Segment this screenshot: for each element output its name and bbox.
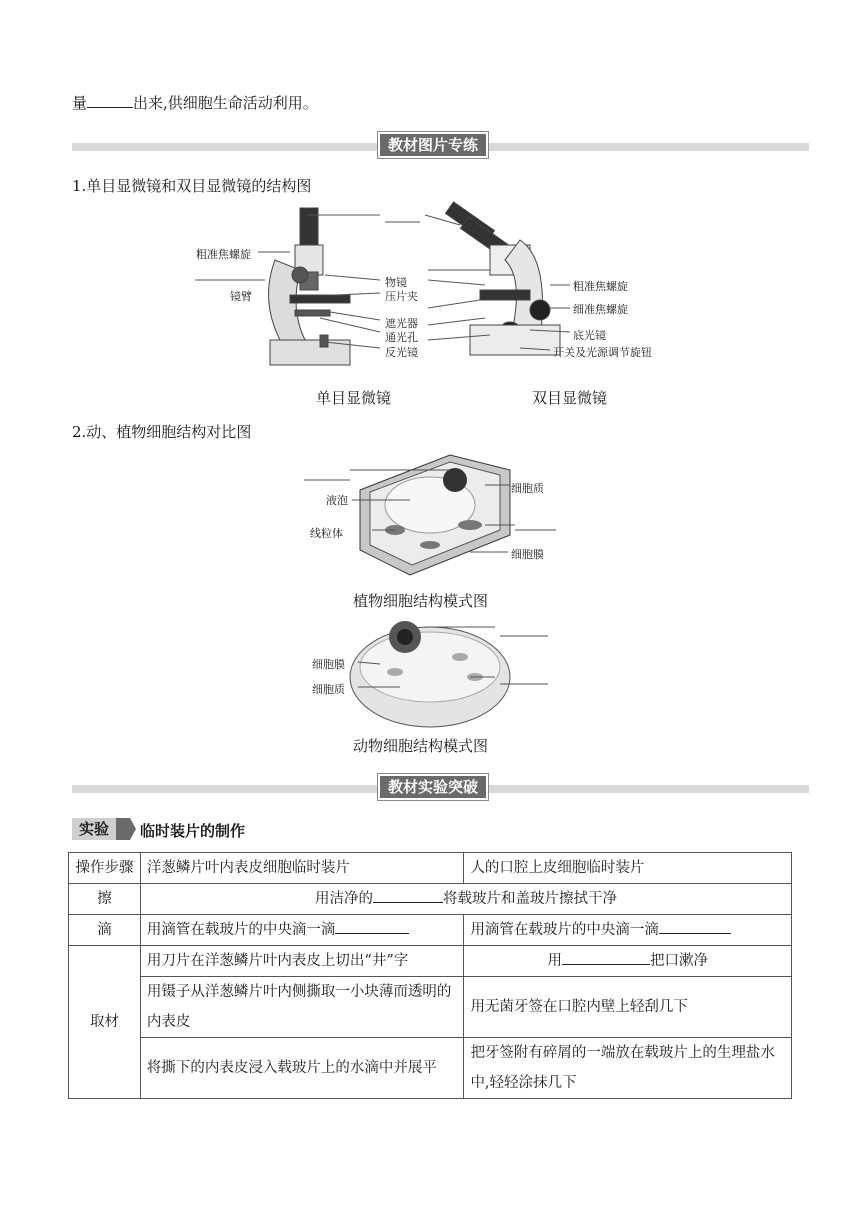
label-bino-fine: 细准焦螺旋 [573, 303, 628, 316]
answer-blank[interactable] [373, 888, 443, 903]
table-row [69, 1038, 792, 1099]
intro-line: 量 出来,供细胞生命活动利用。 [72, 94, 318, 112]
caption-bino: 双目显微镜 [532, 389, 608, 407]
caption-animal: 动物细胞结构模式图 [353, 737, 489, 755]
label-mono-coarse: 粗准焦螺旋 [196, 248, 251, 261]
answer-blank[interactable] [659, 919, 731, 934]
label-base-lens: 底光镜 [573, 329, 606, 342]
animal-cell-figure [300, 612, 560, 737]
question-title-2: 2.动、植物细胞结构对比图 [72, 423, 252, 441]
step-take: 取材 [69, 946, 141, 1099]
take-cheek-3: 把牙签附有碎屑的一端放在载玻片上的生理盐水中,轻轻涂抹几下 [464, 1038, 792, 1099]
monocular-microscope [269, 208, 350, 365]
question-title: 1.单目显微镜和双目显微镜的结构图 [72, 177, 312, 195]
label-mito: 线粒体 [310, 527, 343, 540]
step-wipe: 擦 [69, 884, 141, 915]
label-objective: 物镜 [385, 276, 407, 289]
take-onion-3: 将撕下的内表皮浸入载玻片上的水滴中并展平 [140, 1038, 464, 1099]
label-plant-cytoplasm: 细胞质 [511, 482, 544, 495]
answer-blank[interactable] [335, 919, 409, 934]
label-animal-membrane: 细胞膜 [312, 658, 345, 671]
binocular-microscope [446, 202, 560, 355]
label-mirror: 反光镜 [385, 346, 418, 359]
experiment-table [68, 852, 792, 1099]
label-vacuole: 液泡 [326, 494, 348, 507]
step-drip: 滴 [69, 915, 141, 946]
answer-blank[interactable] [562, 950, 650, 965]
section-title: 教材图片专练 [378, 132, 488, 158]
caption-plant: 植物细胞结构模式图 [353, 592, 489, 610]
table-row [69, 884, 792, 915]
label-clip: 压片夹 [385, 290, 418, 303]
experiment-title: 临时装片的制作 [140, 822, 246, 840]
caption-mono: 单目显微镜 [316, 389, 392, 407]
drip-cheek: 用滴管在载玻片的中央滴一滴 [464, 915, 792, 946]
label-bino-coarse: 粗准焦螺旋 [573, 280, 628, 293]
wipe-cell: 用洁净的 将载玻片和盖玻片擦拭干净 [140, 884, 791, 915]
label-animal-cytoplasm: 细胞质 [312, 683, 345, 696]
label-plant-membrane: 细胞膜 [511, 548, 544, 561]
table-row [69, 977, 792, 1038]
label-mono-arm: 镜臂 [230, 290, 252, 303]
header-onion: 洋葱鳞片叶内表皮细胞临时装片 [140, 853, 464, 884]
table-row [69, 946, 792, 977]
table-row [69, 915, 792, 946]
section-title-2: 教材实验突破 [378, 774, 488, 800]
take-onion-1: 用刀片在洋葱鳞片叶内表皮上切出“井”字 [140, 946, 464, 977]
label-switch: 开关及光源调节旋钮 [553, 346, 652, 359]
take-onion-2: 用镊子从洋葱鳞片叶内侧撕取一小块薄而透明的内表皮 [140, 977, 464, 1038]
experiment-tag: 实验 [72, 818, 116, 840]
drip-onion: 用滴管在载玻片的中央滴一滴 [140, 915, 464, 946]
table-row [69, 853, 792, 884]
header-cheek: 人的口腔上皮细胞临时装片 [464, 853, 792, 884]
header-step: 操作步骤 [69, 853, 141, 884]
label-diaphragm: 遮光器 [385, 317, 418, 330]
answer-blank[interactable] [87, 93, 133, 108]
experiment-arrow-icon [116, 818, 136, 840]
label-aperture: 通光孔 [385, 331, 418, 344]
take-cheek-2: 用无菌牙签在口腔内壁上轻刮几下 [464, 977, 792, 1038]
take-cheek-1: 用 把口漱净 [464, 946, 792, 977]
